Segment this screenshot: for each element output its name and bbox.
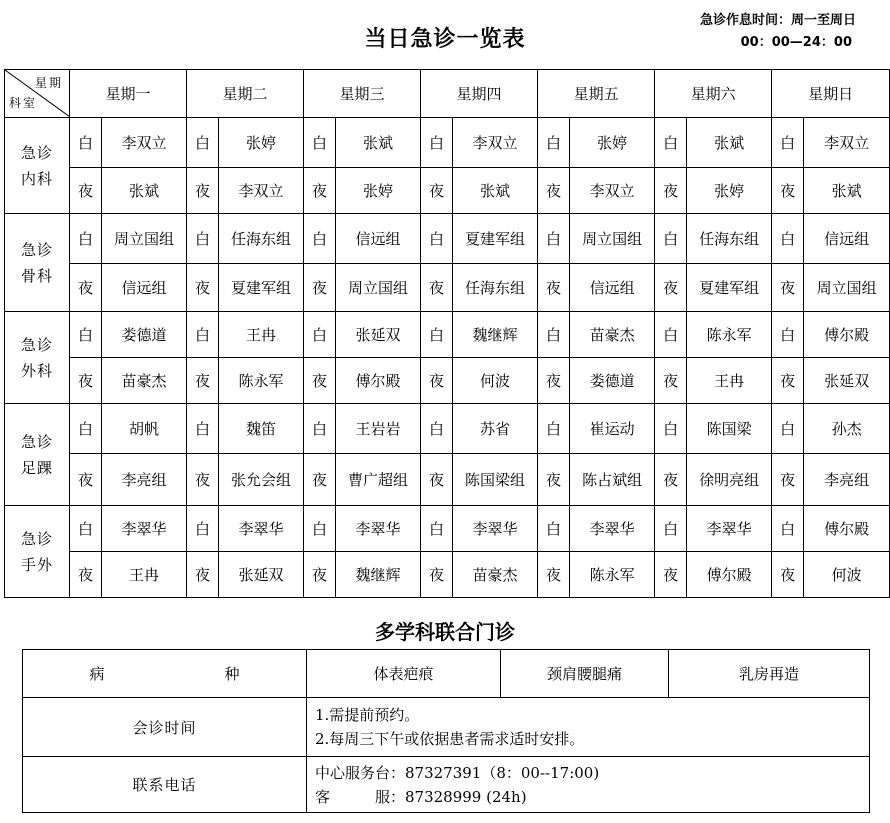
shift-label: 白 xyxy=(70,118,102,168)
doctor-cell: 张斌 xyxy=(102,168,187,214)
doctor-cell: 周立国组 xyxy=(804,264,890,312)
day-header: 星期三 xyxy=(304,70,421,118)
shift-label: 白 xyxy=(772,214,804,264)
mdt-title: 多学科联合门诊 xyxy=(375,620,515,644)
shift-label: 夜 xyxy=(70,358,102,404)
shift-label: 夜 xyxy=(655,264,687,312)
department-name xyxy=(5,506,70,598)
shift-label: 夜 xyxy=(772,358,804,404)
doctor-cell: 张斌 xyxy=(336,118,421,168)
shift-label: 白 xyxy=(538,506,570,552)
doctor-cell: 李双立 xyxy=(570,168,655,214)
doctor-cell: 任海东组 xyxy=(219,214,304,264)
shift-label: 夜 xyxy=(538,552,570,598)
mdt-clinic-table xyxy=(22,649,870,813)
shift-label: 白 xyxy=(421,506,453,552)
phone-value xyxy=(307,757,870,813)
doctor-cell: 李翠华 xyxy=(570,506,655,552)
shift-label: 白 xyxy=(70,312,102,358)
phone-line: 客 服：87328999 (24h) xyxy=(315,787,527,806)
department-name-line: 外科 xyxy=(20,361,53,380)
doctor-cell: 信远组 xyxy=(570,264,655,312)
schedule-row xyxy=(5,264,890,312)
page-title: 当日急诊一览表 xyxy=(364,27,526,52)
phone-line: 中心服务台：87327391（8：00--17:00) xyxy=(315,763,600,782)
day-header: 星期二 xyxy=(187,70,304,118)
shift-label: 夜 xyxy=(304,264,336,312)
shift-label: 白 xyxy=(304,506,336,552)
doctor-cell: 曹广超组 xyxy=(336,454,421,506)
shift-label: 夜 xyxy=(187,168,219,214)
doctor-cell: 娄德道 xyxy=(570,358,655,404)
doctor-cell: 张斌 xyxy=(453,168,538,214)
doctor-cell: 魏继辉 xyxy=(336,552,421,598)
shift-label: 夜 xyxy=(538,264,570,312)
shift-label: 白 xyxy=(304,404,336,454)
shift-label: 夜 xyxy=(70,454,102,506)
shift-label: 夜 xyxy=(772,168,804,214)
doctor-cell: 魏继辉 xyxy=(453,312,538,358)
schedule-row xyxy=(5,312,890,358)
schedule-row xyxy=(5,168,890,214)
shift-label: 夜 xyxy=(70,552,102,598)
emergency-schedule-table xyxy=(4,69,890,598)
shift-label: 夜 xyxy=(304,454,336,506)
doctor-cell: 苗豪杰 xyxy=(102,358,187,404)
shift-label: 夜 xyxy=(772,454,804,506)
schedule-row xyxy=(5,454,890,506)
doctor-cell: 任海东组 xyxy=(687,214,772,264)
doctor-cell: 张允会组 xyxy=(219,454,304,506)
doctor-cell: 张延双 xyxy=(804,358,890,404)
shift-label: 白 xyxy=(187,506,219,552)
day-header: 星期六 xyxy=(655,70,772,118)
doctor-cell: 王冉 xyxy=(687,358,772,404)
shift-label: 夜 xyxy=(538,168,570,214)
doctor-cell: 李翠华 xyxy=(219,506,304,552)
doctor-cell: 李双立 xyxy=(102,118,187,168)
disease-item: 颈肩腰腿痛 xyxy=(501,650,669,698)
shift-label: 夜 xyxy=(655,454,687,506)
department-name xyxy=(5,118,70,214)
doctor-cell: 陈国梁 xyxy=(687,404,772,454)
department-name-line: 足踝 xyxy=(20,458,53,477)
doctor-cell: 张斌 xyxy=(804,168,890,214)
doctor-cell: 李亮组 xyxy=(804,454,890,506)
doctor-cell: 张婷 xyxy=(219,118,304,168)
doctor-cell: 李双立 xyxy=(219,168,304,214)
doctor-cell: 李翠华 xyxy=(453,506,538,552)
doctor-cell: 何波 xyxy=(804,552,890,598)
doctor-cell: 信远组 xyxy=(804,214,890,264)
shift-label: 夜 xyxy=(421,358,453,404)
shift-label: 白 xyxy=(538,404,570,454)
department-name-line: 急诊 xyxy=(20,529,53,548)
shift-label: 夜 xyxy=(304,358,336,404)
doctor-cell: 信远组 xyxy=(102,264,187,312)
shift-label: 夜 xyxy=(304,552,336,598)
doctor-cell: 任海东组 xyxy=(453,264,538,312)
corner-department-label: 科室 xyxy=(9,96,38,110)
shift-label: 白 xyxy=(421,214,453,264)
shift-label: 白 xyxy=(772,118,804,168)
shift-label: 白 xyxy=(655,214,687,264)
shift-label: 白 xyxy=(655,404,687,454)
shift-label: 白 xyxy=(772,506,804,552)
schedule-row xyxy=(5,118,890,168)
doctor-cell: 张婷 xyxy=(336,168,421,214)
day-header: 星期一 xyxy=(70,70,187,118)
shift-label: 夜 xyxy=(538,358,570,404)
doctor-cell: 周立国组 xyxy=(336,264,421,312)
schedule-header-row xyxy=(5,70,890,118)
mdt-row-time xyxy=(23,698,870,757)
corner-header xyxy=(5,70,70,118)
doctor-cell: 李翠华 xyxy=(102,506,187,552)
doctor-cell: 徐明亮组 xyxy=(687,454,772,506)
shift-label: 白 xyxy=(70,404,102,454)
shift-label: 夜 xyxy=(187,552,219,598)
emergency-hours xyxy=(700,10,856,54)
shift-label: 白 xyxy=(772,404,804,454)
doctor-cell: 崔运动 xyxy=(570,404,655,454)
shift-label: 白 xyxy=(772,312,804,358)
shift-label: 夜 xyxy=(655,552,687,598)
doctor-cell: 傅尔殿 xyxy=(804,312,890,358)
corner-weekday-label: 星期 xyxy=(34,76,63,90)
shift-label: 白 xyxy=(187,312,219,358)
doctor-cell: 傅尔殿 xyxy=(804,506,890,552)
department-name-line: 手外 xyxy=(20,555,53,574)
doctor-cell: 张婷 xyxy=(570,118,655,168)
shift-label: 白 xyxy=(655,118,687,168)
doctor-cell: 胡帆 xyxy=(102,404,187,454)
shift-label: 夜 xyxy=(187,264,219,312)
shift-label: 夜 xyxy=(655,358,687,404)
doctor-cell: 夏建军组 xyxy=(453,214,538,264)
hours-line-2: 00：00—24：00 xyxy=(740,35,852,50)
disease-item: 乳房再造 xyxy=(669,650,870,698)
shift-label: 夜 xyxy=(538,454,570,506)
shift-label: 夜 xyxy=(187,454,219,506)
doctor-cell: 王冉 xyxy=(102,552,187,598)
doctor-cell: 张斌 xyxy=(687,118,772,168)
doctor-cell: 夏建军组 xyxy=(687,264,772,312)
doctor-cell: 傅尔殿 xyxy=(336,358,421,404)
mdt-row-diseases xyxy=(23,650,870,698)
day-header: 星期日 xyxy=(772,70,890,118)
disease-item: 体表疤痕 xyxy=(307,650,501,698)
doctor-cell: 娄德道 xyxy=(102,312,187,358)
doctor-cell: 陈永军 xyxy=(570,552,655,598)
consult-time-line: 1.需提前预约。 xyxy=(315,706,420,724)
doctor-cell: 周立国组 xyxy=(102,214,187,264)
consult-time-value xyxy=(307,698,870,757)
doctor-cell: 张延双 xyxy=(219,552,304,598)
shift-label: 白 xyxy=(187,214,219,264)
doctor-cell: 魏笛 xyxy=(219,404,304,454)
hours-line-1: 急诊作息时间：周一至周日 xyxy=(699,13,856,28)
doctor-cell: 陈国梁组 xyxy=(453,454,538,506)
doctor-cell: 苗豪杰 xyxy=(453,552,538,598)
shift-label: 白 xyxy=(304,312,336,358)
doctor-cell: 何波 xyxy=(453,358,538,404)
shift-label: 夜 xyxy=(655,168,687,214)
shift-label: 白 xyxy=(655,312,687,358)
shift-label: 夜 xyxy=(421,552,453,598)
doctor-cell: 李双立 xyxy=(453,118,538,168)
shift-label: 白 xyxy=(538,312,570,358)
shift-label: 夜 xyxy=(772,264,804,312)
day-header: 星期四 xyxy=(421,70,538,118)
shift-label: 夜 xyxy=(421,168,453,214)
doctor-cell: 李亮组 xyxy=(102,454,187,506)
shift-label: 白 xyxy=(70,506,102,552)
doctor-cell: 苏省 xyxy=(453,404,538,454)
schedule-row xyxy=(5,358,890,404)
shift-label: 白 xyxy=(187,404,219,454)
shift-label: 夜 xyxy=(772,552,804,598)
doctor-cell: 傅尔殿 xyxy=(687,552,772,598)
department-name-line: 骨科 xyxy=(20,266,53,285)
department-name-line: 急诊 xyxy=(20,432,53,451)
shift-label: 白 xyxy=(538,118,570,168)
shift-label: 夜 xyxy=(187,358,219,404)
shift-label: 白 xyxy=(304,118,336,168)
mdt-row-phone xyxy=(23,757,870,813)
shift-label: 白 xyxy=(421,404,453,454)
doctor-cell: 苗豪杰 xyxy=(570,312,655,358)
department-name-line: 急诊 xyxy=(20,240,53,259)
doctor-cell: 夏建军组 xyxy=(219,264,304,312)
schedule-row xyxy=(5,404,890,454)
shift-label: 夜 xyxy=(304,168,336,214)
shift-label: 白 xyxy=(421,312,453,358)
shift-label: 夜 xyxy=(421,264,453,312)
shift-label: 白 xyxy=(538,214,570,264)
shift-label: 夜 xyxy=(70,264,102,312)
shift-label: 白 xyxy=(655,506,687,552)
doctor-cell: 王岩岩 xyxy=(336,404,421,454)
consult-time-line: 2.每周三下午或依据患者需求适时安排。 xyxy=(315,730,585,748)
department-name xyxy=(5,312,70,404)
department-name xyxy=(5,214,70,312)
doctor-cell: 信远组 xyxy=(336,214,421,264)
doctor-cell: 张延双 xyxy=(336,312,421,358)
doctor-cell: 李翠华 xyxy=(687,506,772,552)
schedule-row xyxy=(5,552,890,598)
disease-label: 病 种 xyxy=(23,650,307,698)
day-header: 星期五 xyxy=(538,70,655,118)
consult-time-label: 会诊时间 xyxy=(23,698,307,757)
shift-label: 白 xyxy=(70,214,102,264)
department-name-line: 急诊 xyxy=(20,143,53,162)
doctor-cell: 陈永军 xyxy=(687,312,772,358)
doctor-cell: 陈占斌组 xyxy=(570,454,655,506)
doctor-cell: 张婷 xyxy=(687,168,772,214)
doctor-cell: 李双立 xyxy=(804,118,890,168)
shift-label: 白 xyxy=(421,118,453,168)
doctor-cell: 王冉 xyxy=(219,312,304,358)
doctor-cell: 孙杰 xyxy=(804,404,890,454)
phone-label: 联系电话 xyxy=(23,757,307,813)
shift-label: 夜 xyxy=(421,454,453,506)
shift-label: 白 xyxy=(304,214,336,264)
department-name-line: 内科 xyxy=(20,169,53,188)
schedule-row xyxy=(5,506,890,552)
doctor-cell: 周立国组 xyxy=(570,214,655,264)
department-name-line: 急诊 xyxy=(20,335,53,354)
shift-label: 白 xyxy=(187,118,219,168)
schedule-row xyxy=(5,214,890,264)
doctor-cell: 李翠华 xyxy=(336,506,421,552)
shift-label: 夜 xyxy=(70,168,102,214)
department-name xyxy=(5,404,70,506)
doctor-cell: 陈永军 xyxy=(219,358,304,404)
